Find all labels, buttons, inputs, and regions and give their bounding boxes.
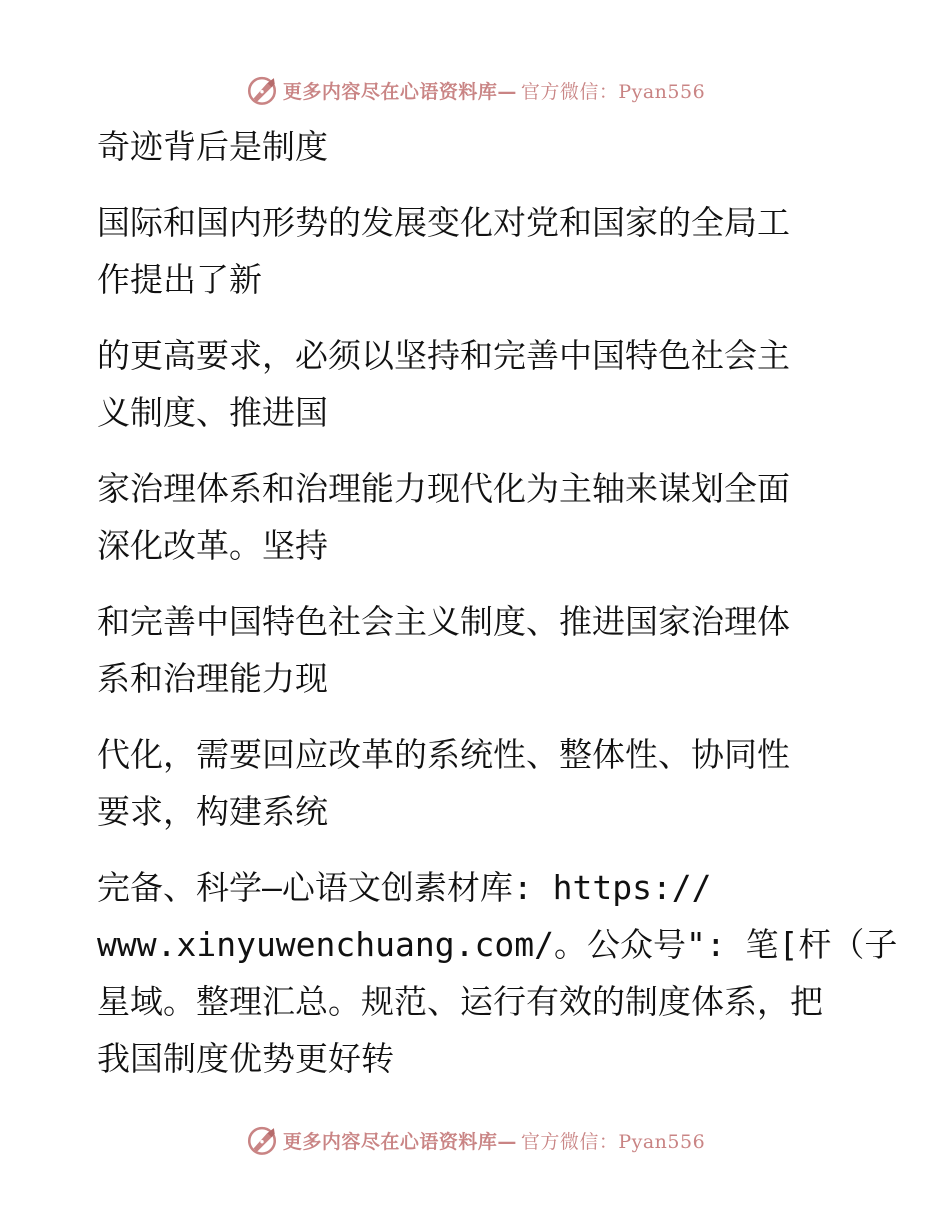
pen-nib-logo-icon [245,73,279,107]
watermark-wechat: 官方微信：Pyan556 [520,1130,706,1153]
text-line: 深化改革。坚持 [97,526,328,565]
watermark-footer [0,1120,950,1160]
pen-nib-logo-icon [245,1123,279,1157]
title-line: 奇迹背后是制度 [97,127,328,166]
text-line: 我国制度优势更好转 [97,1039,394,1078]
text-line: 代化，需要回应改革的系统性、整体性、协同性 [97,735,790,774]
text-line: 和完善中国特色社会主义制度、推进国家治理体 [97,602,790,641]
text-line: 完备、科学—心语文创素材库: https:// [97,868,712,907]
text-line: www.xinyuwenchuang.com/。公众号": 笔[杆（子 [97,925,898,964]
text-line: 家治理体系和治理能力现代化为主轴来谋划全面 [97,469,790,508]
text-line: 作提出了新 [97,260,262,299]
watermark-text: 更多内容尽在心语资料库— [282,80,517,103]
text-line: 要求，构建系统 [97,792,328,831]
document-body [97,118,898,1087]
watermark-header [0,70,950,110]
text-line: 国际和国内形势的发展变化对党和国家的全局工 [97,203,790,242]
watermark-wechat: 官方微信：Pyan556 [520,80,706,103]
text-line: 系和治理能力现 [97,659,328,698]
text-line: 义制度、推进国 [97,393,328,432]
watermark-text: 更多内容尽在心语资料库— [282,1130,517,1153]
text-line: 的更高要求，必须以坚持和完善中国特色社会主 [97,336,790,375]
text-line: 星域。整理汇总。规范、运行有效的制度体系，把 [97,982,823,1021]
